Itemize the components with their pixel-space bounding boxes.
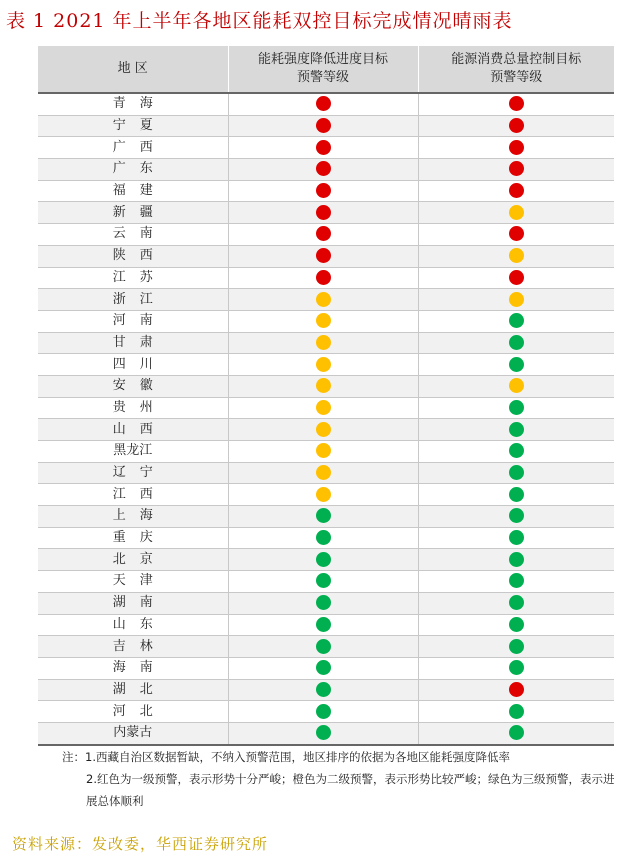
red-warning-dot-icon [316, 161, 331, 176]
red-warning-dot-icon [509, 270, 524, 285]
region-label: 湖北 [112, 681, 167, 697]
table-row [38, 137, 614, 159]
intensity-warning-cell [228, 636, 418, 658]
green-warning-dot-icon [316, 682, 331, 697]
red-warning-dot-icon [316, 140, 331, 155]
table-row [38, 462, 614, 484]
table-row [38, 636, 614, 658]
orange-warning-dot-icon [316, 465, 331, 480]
green-warning-dot-icon [316, 508, 331, 523]
region-label: 吉林 [112, 638, 167, 654]
green-warning-dot-icon [316, 573, 331, 588]
total-warning-cell [418, 592, 614, 614]
orange-warning-dot-icon [316, 378, 331, 393]
orange-warning-dot-icon [509, 205, 524, 220]
total-warning-cell [418, 332, 614, 354]
region-name [38, 527, 228, 549]
total-warning-cell [418, 289, 614, 311]
region-name [38, 571, 228, 593]
intensity-warning-cell [228, 506, 418, 528]
red-warning-dot-icon [316, 270, 331, 285]
intensity-warning-cell [228, 462, 418, 484]
region-label: 青海 [112, 96, 167, 112]
total-warning-cell [418, 159, 614, 181]
table-row [38, 527, 614, 549]
table-row [38, 115, 614, 137]
region-label: 天津 [112, 573, 167, 589]
region-label: 上海 [112, 508, 167, 524]
table-row [38, 354, 614, 376]
region-label: 山东 [112, 616, 167, 632]
intensity-warning-cell [228, 592, 418, 614]
region-name [38, 614, 228, 636]
green-warning-dot-icon [509, 573, 524, 588]
red-warning-dot-icon [316, 226, 331, 241]
footnotes [62, 746, 622, 812]
total-warning-cell [418, 267, 614, 289]
total-warning-cell [418, 527, 614, 549]
green-warning-dot-icon [316, 660, 331, 675]
table-row [38, 245, 614, 267]
footnote-1: 注：1.西藏自治区数据暂缺，不纳入预警范围，地区排序的依据为各地区能耗强度降低率 [62, 750, 510, 764]
region-name [38, 354, 228, 376]
region-label: 黑龙江 [113, 443, 153, 459]
region-label: 浙江 [112, 291, 167, 307]
red-warning-dot-icon [509, 118, 524, 133]
table-row [38, 614, 614, 636]
table-row [38, 375, 614, 397]
total-warning-cell [418, 614, 614, 636]
region-name [38, 310, 228, 332]
intensity-warning-cell [228, 527, 418, 549]
table-row [38, 549, 614, 571]
total-warning-cell [418, 636, 614, 658]
region-label: 湖南 [112, 595, 167, 611]
table-row [38, 224, 614, 246]
region-label: 陕西 [112, 248, 167, 264]
green-warning-dot-icon [509, 639, 524, 654]
source-line: 资料来源：发改委，华西证券研究所 [12, 835, 269, 853]
region-label: 甘肃 [112, 334, 167, 350]
orange-warning-dot-icon [316, 443, 331, 458]
region-name [38, 722, 228, 744]
total-warning-cell [418, 115, 614, 137]
green-warning-dot-icon [509, 400, 524, 415]
region-label: 云南 [112, 226, 167, 242]
region-label: 河南 [112, 313, 167, 329]
region-label: 内蒙古 [113, 725, 153, 741]
intensity-warning-cell [228, 397, 418, 419]
total-warning-cell [418, 137, 614, 159]
orange-warning-dot-icon [509, 248, 524, 263]
intensity-warning-cell [228, 202, 418, 224]
red-warning-dot-icon [316, 248, 331, 263]
table-row [38, 267, 614, 289]
total-warning-cell [418, 722, 614, 744]
green-warning-dot-icon [509, 357, 524, 372]
region-name [38, 224, 228, 246]
total-warning-cell [418, 657, 614, 679]
region-label: 山西 [112, 421, 167, 437]
table-row [38, 506, 614, 528]
table-title: 表 1 2021 年上半年各地区能耗双控目标完成情况晴雨表 [6, 10, 513, 32]
orange-warning-dot-icon [509, 292, 524, 307]
total-warning-cell [418, 180, 614, 202]
green-warning-dot-icon [509, 704, 524, 719]
table-row [38, 93, 614, 115]
intensity-warning-cell [228, 614, 418, 636]
green-warning-dot-icon [509, 487, 524, 502]
region-label: 海南 [112, 660, 167, 676]
region-name [38, 332, 228, 354]
intensity-warning-cell [228, 224, 418, 246]
table-row [38, 657, 614, 679]
table-row [38, 701, 614, 723]
region-name [38, 441, 228, 463]
intensity-warning-cell [228, 159, 418, 181]
intensity-warning-cell [228, 722, 418, 744]
table-row [38, 180, 614, 202]
red-warning-dot-icon [316, 183, 331, 198]
region-label: 四川 [112, 356, 167, 372]
region-name [38, 93, 228, 115]
green-warning-dot-icon [316, 552, 331, 567]
green-warning-dot-icon [316, 725, 331, 740]
green-warning-dot-icon [509, 335, 524, 350]
table-row [38, 571, 614, 593]
green-warning-dot-icon [316, 530, 331, 545]
region-label: 广东 [112, 161, 167, 177]
region-name [38, 636, 228, 658]
orange-warning-dot-icon [316, 357, 331, 372]
orange-warning-dot-icon [316, 292, 331, 307]
total-warning-cell [418, 397, 614, 419]
total-warning-cell [418, 571, 614, 593]
table-row [38, 159, 614, 181]
intensity-warning-cell [228, 701, 418, 723]
red-warning-dot-icon [509, 96, 524, 111]
red-warning-dot-icon [509, 161, 524, 176]
intensity-warning-cell [228, 571, 418, 593]
region-label: 江苏 [112, 269, 167, 285]
green-warning-dot-icon [509, 660, 524, 675]
region-name [38, 657, 228, 679]
table-row [38, 202, 614, 224]
region-label: 北京 [112, 551, 167, 567]
footnote-2: 2.红色为一级预警，表示形势十分严峻；橙色为二级预警，表示形势比较严峻；绿色为三级预警，表示进展总体顺利 [86, 772, 615, 808]
red-warning-dot-icon [316, 96, 331, 111]
region-name [38, 159, 228, 181]
header-total-warning: 能源消费总量控制目标 预警等级 [418, 46, 614, 93]
red-warning-dot-icon [509, 226, 524, 241]
region-name [38, 549, 228, 571]
green-warning-dot-icon [316, 617, 331, 632]
total-warning-cell [418, 701, 614, 723]
intensity-warning-cell [228, 245, 418, 267]
intensity-warning-cell [228, 419, 418, 441]
green-warning-dot-icon [509, 617, 524, 632]
intensity-warning-cell [228, 115, 418, 137]
region-label: 新疆 [112, 204, 167, 220]
region-name [38, 289, 228, 311]
table-row [38, 722, 614, 744]
total-warning-cell [418, 354, 614, 376]
region-name [38, 180, 228, 202]
intensity-warning-cell [228, 289, 418, 311]
green-warning-dot-icon [509, 465, 524, 480]
region-name [38, 137, 228, 159]
intensity-warning-cell [228, 657, 418, 679]
region-label: 重庆 [112, 530, 167, 546]
table-row [38, 419, 614, 441]
region-name [38, 506, 228, 528]
total-warning-cell [418, 224, 614, 246]
total-warning-cell [418, 679, 614, 701]
orange-warning-dot-icon [316, 400, 331, 415]
green-warning-dot-icon [509, 313, 524, 328]
total-warning-cell [418, 93, 614, 115]
region-name [38, 592, 228, 614]
table-header-row [38, 46, 614, 93]
green-warning-dot-icon [316, 704, 331, 719]
total-warning-cell [418, 549, 614, 571]
region-label: 安徽 [112, 378, 167, 394]
region-label: 广西 [112, 139, 167, 155]
total-warning-cell [418, 375, 614, 397]
intensity-warning-cell [228, 354, 418, 376]
green-warning-dot-icon [509, 443, 524, 458]
region-name [38, 701, 228, 723]
table-row [38, 397, 614, 419]
table-row [38, 592, 614, 614]
red-warning-dot-icon [509, 140, 524, 155]
total-warning-cell [418, 419, 614, 441]
intensity-warning-cell [228, 137, 418, 159]
header-intensity-warning: 能耗强度降低进度目标 预警等级 [228, 46, 418, 93]
red-warning-dot-icon [509, 682, 524, 697]
orange-warning-dot-icon [316, 422, 331, 437]
intensity-warning-cell [228, 180, 418, 202]
region-label: 福建 [112, 183, 167, 199]
intensity-warning-cell [228, 332, 418, 354]
table-row [38, 310, 614, 332]
table-row [38, 289, 614, 311]
total-warning-cell [418, 484, 614, 506]
total-warning-cell [418, 245, 614, 267]
region-label: 河北 [112, 703, 167, 719]
total-warning-cell [418, 506, 614, 528]
orange-warning-dot-icon [316, 487, 331, 502]
region-name [38, 419, 228, 441]
green-warning-dot-icon [316, 639, 331, 654]
intensity-warning-cell [228, 679, 418, 701]
region-name [38, 397, 228, 419]
green-warning-dot-icon [509, 552, 524, 567]
region-name [38, 115, 228, 137]
table-row [38, 441, 614, 463]
intensity-warning-cell [228, 549, 418, 571]
orange-warning-dot-icon [316, 313, 331, 328]
green-warning-dot-icon [316, 595, 331, 610]
orange-warning-dot-icon [509, 378, 524, 393]
region-label: 宁夏 [112, 118, 167, 134]
region-label: 辽宁 [112, 465, 167, 481]
orange-warning-dot-icon [316, 335, 331, 350]
intensity-warning-cell [228, 310, 418, 332]
region-name [38, 679, 228, 701]
region-label: 贵州 [112, 399, 167, 415]
region-name [38, 462, 228, 484]
intensity-warning-cell [228, 267, 418, 289]
region-label: 江西 [112, 486, 167, 502]
green-warning-dot-icon [509, 422, 524, 437]
region-name [38, 267, 228, 289]
red-warning-dot-icon [316, 205, 331, 220]
red-warning-dot-icon [509, 183, 524, 198]
green-warning-dot-icon [509, 530, 524, 545]
region-name [38, 202, 228, 224]
total-warning-cell [418, 441, 614, 463]
warning-table [38, 46, 614, 746]
green-warning-dot-icon [509, 508, 524, 523]
red-warning-dot-icon [316, 118, 331, 133]
region-name [38, 245, 228, 267]
green-warning-dot-icon [509, 595, 524, 610]
table-row [38, 484, 614, 506]
header-region: 地 区 [38, 46, 228, 93]
total-warning-cell [418, 462, 614, 484]
table-row [38, 332, 614, 354]
region-name [38, 484, 228, 506]
green-warning-dot-icon [509, 725, 524, 740]
total-warning-cell [418, 202, 614, 224]
intensity-warning-cell [228, 484, 418, 506]
table-row [38, 679, 614, 701]
region-name [38, 375, 228, 397]
table-body [38, 93, 614, 745]
intensity-warning-cell [228, 441, 418, 463]
total-warning-cell [418, 310, 614, 332]
intensity-warning-cell [228, 93, 418, 115]
intensity-warning-cell [228, 375, 418, 397]
